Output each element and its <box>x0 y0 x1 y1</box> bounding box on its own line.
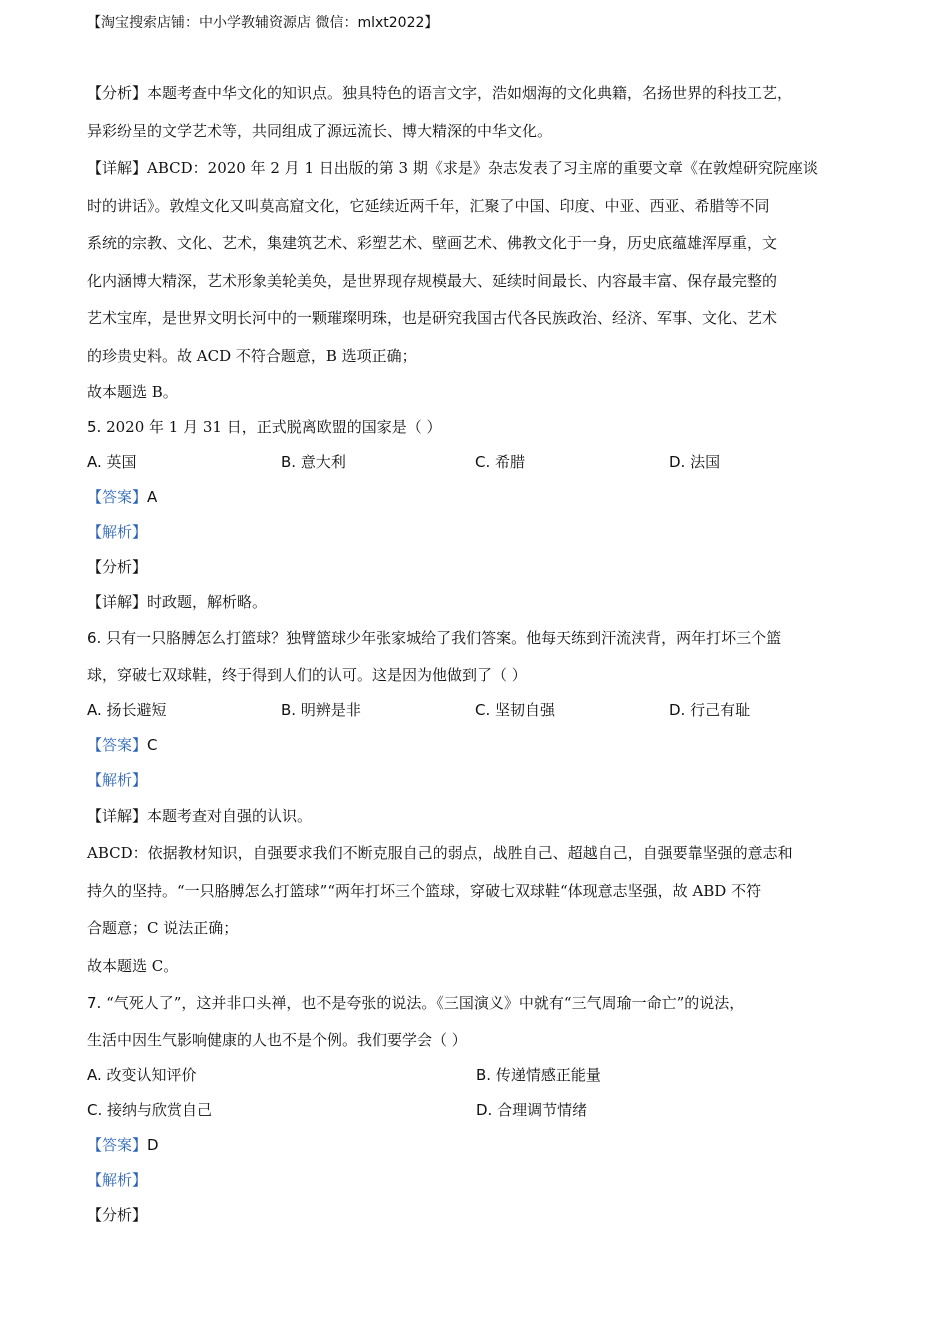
option-c: C. 希腊 <box>475 453 526 471</box>
question-number: 7. <box>87 994 102 1012</box>
detail-line-4d: 化内涵博大精深，艺术形象美轮美奂，是世界现存规模最大、延续时间最长、内容最丰富、保存最完整的 <box>87 271 778 290</box>
detail-tag: 【详解】 <box>87 806 148 825</box>
detail-line-4f: 的珍贵史料。故 ACD 不符合题意，B 选项正确； <box>87 346 417 365</box>
question-6-stem: 6. 只有一只胳膊怎么打篮球？独臂篮球少年张家城给了我们答案。他每天练到汗流浃背，两年打坏三个篮 <box>87 629 782 647</box>
answer-6 <box>87 728 882 763</box>
question-7-stem: 7. “气死人了”，这并非口头禅，也不是夸张的说法。《三国演义》中就有“三气周瑜一命亡”的说法， <box>87 994 745 1012</box>
option-d: D. 行己有耻 <box>669 700 751 719</box>
page-header: 【淘宝搜索店铺：中小学教辅资源店 微信：mlxt2022】 <box>87 15 439 31</box>
detail-6: 【详解】本题考查对自强的认识。 <box>87 806 313 825</box>
detail-tag: 【详解】 <box>87 593 148 611</box>
analysis-paragraph-4: 【分析】本题考查中华文化的知识点。独具特色的语言文字，浩如烟海的文化典籍，名扬世界的科技工艺， <box>87 84 793 102</box>
detail-6-line2: 持久的坚持。“一只胳膊怎么打篮球”“两年打坏三个篮球，穿破七双球鞋“体现意志坚强，故 ABD 不符 <box>87 881 762 900</box>
question-5-stem: 5. 2020 年 1 月 31 日，正式脱离欧盟的国家是（ ） <box>87 418 442 436</box>
jiexi-tag-6: 【解析】 <box>87 770 148 789</box>
detail-tag: 【详解】 <box>87 159 148 177</box>
conclusion-4: 故本题选 B。 <box>87 383 178 401</box>
option-a: A. 改变认知评价 <box>87 1065 197 1084</box>
detail-line-4e: 艺术宝库，是世界文明长河中的一颗璀璨明珠，也是研究我国古代各民族政治、经济、军事、文化、艺术 <box>87 309 778 327</box>
jiexi-tag-5: 【解析】 <box>87 523 148 541</box>
detail-line-4b: 时的讲话》。敦煌文化又叫莫高窟文化，它延续近两千年，汇聚了中国、印度、中亚、西亚、希腊等不同 <box>87 196 770 215</box>
analysis-tag: 【分析】 <box>87 84 148 102</box>
analysis-line-4b: 异彩纷呈的文学艺术等，共同组成了源远流长、博大精深的中华文化。 <box>87 121 553 140</box>
option-a: A. 扬长避短 <box>87 700 167 719</box>
option-d: D. 合理调节情绪 <box>476 1100 588 1119</box>
answer-5 <box>87 480 882 515</box>
question-number: 6. <box>87 629 102 647</box>
detail-line-4c: 系统的宗教、文化、艺术，集建筑艺术、彩塑艺术、壁画艺术、佛教文化于一身，历史底蕴雄浑厚重，文 <box>87 234 778 252</box>
answer-7 <box>87 1128 882 1163</box>
jiexi-tag-7: 【解析】 <box>87 1170 148 1189</box>
answer-value: C <box>147 735 158 754</box>
document-body <box>87 75 882 1233</box>
option-c: C. 接纳与欣赏自己 <box>87 1100 213 1119</box>
option-d: D. 法国 <box>669 453 721 471</box>
question-6-stem-line2: 球，穿破七双球鞋，终于得到人们的认可。这是因为他做到了（ ） <box>87 665 527 684</box>
option-b: B. 传递情感正能量 <box>476 1065 601 1084</box>
analysis-tag-5: 【分析】 <box>87 558 148 576</box>
option-b: B. 明辨是非 <box>281 700 361 719</box>
detail-6-line3: 合题意；C 说法正确； <box>87 919 239 937</box>
question-number: 5. <box>87 418 102 436</box>
conclusion-6: 故本题选 C。 <box>87 956 179 975</box>
option-c: C. 坚韧自强 <box>475 700 556 719</box>
option-a: A. 英国 <box>87 453 137 471</box>
detail-6-line1: ABCD：依据教材知识，自强要求我们不断克服自己的弱点，战胜自己、超越自己，自强要靠坚强的意志和 <box>87 844 793 862</box>
question-7-options-row2 <box>87 1093 882 1128</box>
analysis-tag-7: 【分析】 <box>87 1205 148 1224</box>
answer-tag: 【答案】 <box>87 488 148 506</box>
detail-5: 【详解】时政题，解析略。 <box>87 593 268 611</box>
answer-value: A <box>147 488 158 506</box>
question-7-stem-line2: 生活中因生气影响健康的人也不是个例。我们要学会（ ） <box>87 1030 467 1049</box>
option-b: B. 意大利 <box>281 453 346 471</box>
question-7-options-row1 <box>87 1058 882 1093</box>
question-5-options <box>87 445 882 480</box>
detail-paragraph-4: 【详解】ABCD：2020 年 2 月 1 日出版的第 3 期《求是》杂志发表了习主席的重要文章《在敦煌研究院座谈 <box>87 159 818 177</box>
answer-tag: 【答案】 <box>87 1135 148 1154</box>
answer-tag: 【答案】 <box>87 735 148 754</box>
answer-value: D <box>147 1135 159 1154</box>
question-6-options <box>87 693 882 728</box>
